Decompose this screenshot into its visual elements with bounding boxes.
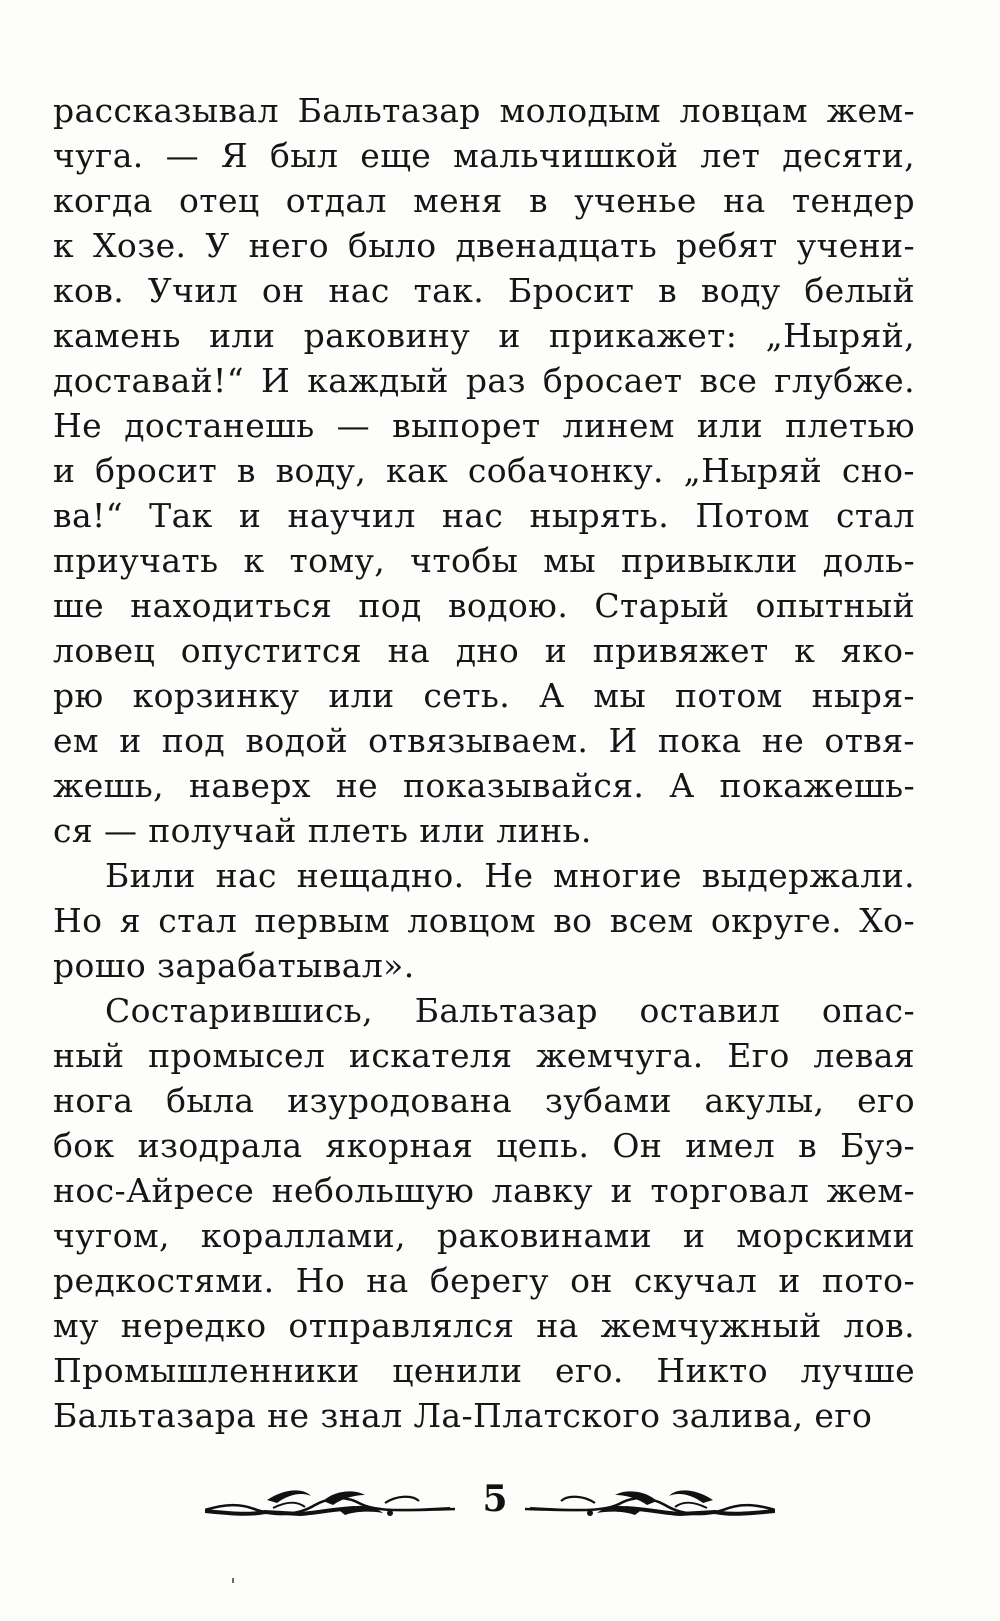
text-line: ный промысел искателя жемчуга. Его левая bbox=[53, 1036, 915, 1075]
text-line: чугом, кораллами, раковинами и морскими bbox=[53, 1216, 915, 1255]
text-line: Промышленники ценили его. Никто лучше bbox=[53, 1351, 915, 1390]
text-line: редкостями. Но на берегу он скучал и пото- bbox=[53, 1261, 915, 1300]
text-line: к Хозе. У него было двенадцать ребят учени- bbox=[53, 226, 915, 265]
text-line: и бросит в воду, как собачонку. „Ныряй сно- bbox=[53, 451, 915, 490]
page-footer bbox=[0, 1477, 1000, 1537]
text-line: ловец опустится на дно и привяжет к яко- bbox=[53, 631, 915, 670]
text-line: ва!“ Так и научил нас нырять. Потом стал bbox=[53, 496, 915, 535]
text-line: Не достанешь — выпорет линем или плетью bbox=[53, 406, 915, 445]
text-line: ков. Учил он нас так. Бросит в воду белый bbox=[53, 271, 915, 310]
text-line: нога была изуродована зубами акулы, его bbox=[53, 1081, 915, 1120]
text-line: жешь, наверх не показывайся. А покажешь- bbox=[53, 766, 915, 805]
text-line: Состарившись, Бальтазар оставил опас- bbox=[105, 991, 915, 1030]
text-line: Били нас нещадно. Не многие выдержали. bbox=[105, 856, 915, 895]
body-text bbox=[53, 88, 915, 1438]
text-line: бок изодрала якорная цепь. Он имел в Буэ- bbox=[53, 1126, 915, 1165]
text-line: приучать к тому, чтобы мы привыкли доль- bbox=[53, 541, 915, 580]
text-line: нос-Айресе небольшую лавку и торговал жем- bbox=[53, 1171, 915, 1210]
text-line: ем и под водой отвязываем. И пока не отвя- bbox=[53, 721, 915, 760]
left-ornament-icon bbox=[205, 1483, 455, 1523]
print-speck bbox=[232, 1578, 234, 1583]
text-line: чуга. — Я был еще мальчишкой лет десяти, bbox=[53, 136, 915, 175]
text-line: ше находиться под водою. Старый опытный bbox=[53, 586, 915, 625]
right-ornament-icon bbox=[525, 1483, 775, 1523]
text-line: ся — получай плеть или линь. bbox=[53, 811, 592, 850]
text-line: доставай!“ И каждый раз бросает все глубже. bbox=[53, 361, 915, 400]
page-number: 5 bbox=[482, 1478, 508, 1520]
text-line: Бальтазара не знал Ла-Платского залива, его bbox=[53, 1396, 873, 1435]
text-line: му нередко отправлялся на жемчужный лов. bbox=[53, 1306, 915, 1345]
text-line: рошо зарабатывал». bbox=[53, 946, 415, 985]
text-line: рю корзинку или сеть. А мы потом ныря- bbox=[53, 676, 915, 715]
text-line: камень или раковину и прикажет: „Ныряй, bbox=[53, 316, 915, 355]
text-line: рассказывал Бальтазар молодым ловцам жем- bbox=[53, 91, 915, 130]
text-line: Но я стал первым ловцом во всем округе. Хо- bbox=[53, 901, 915, 940]
text-line: когда отец отдал меня в ученье на тендер bbox=[53, 181, 915, 220]
